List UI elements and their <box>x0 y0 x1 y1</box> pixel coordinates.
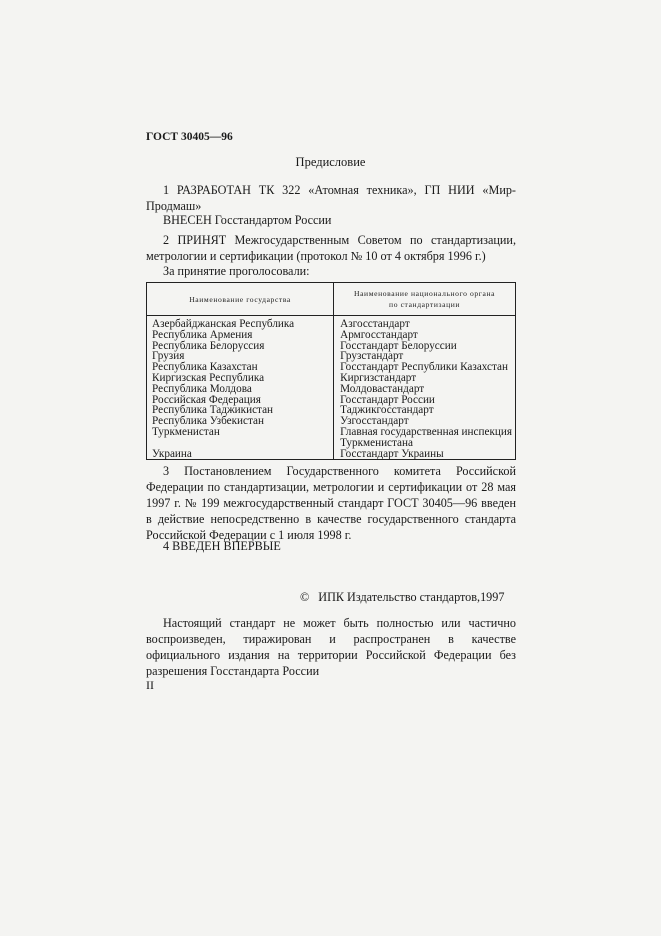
table-row <box>147 427 516 438</box>
cell-standards-body: Молдовастандарт <box>334 384 516 395</box>
cell-standards-body: Азгосстандарт <box>334 316 516 330</box>
table-row <box>147 449 516 460</box>
voting-states-table <box>146 282 516 460</box>
cell-state-name: Республика Белоруссия <box>147 341 334 352</box>
paragraph-adopted-by: 2 ПРИНЯТ Межгосударственным Советом по стандартизации, метрологии и сертификации (протокол № 10 от 4 октября 1996 г.) <box>146 233 516 263</box>
paragraph-introduced-by: ВНЕСЕН Госстандартом России <box>163 213 332 227</box>
paragraph-reproduction-notice: Настоящий стандарт не может быть полностью или частично воспроизведен, тиражирован и распространен в качестве официального издания на территории Российской Федерации без разрешения Госстандарта России <box>146 616 516 678</box>
cell-state-name: Азербайджанская Республика <box>147 316 334 330</box>
cell-standards-body: Туркменистана <box>334 438 516 449</box>
cell-state-name: Украина <box>147 449 334 460</box>
header-standards-body <box>334 283 516 316</box>
cell-standards-body: Госстандарт Республики Казахстан <box>334 362 516 373</box>
cell-state-name <box>147 438 334 449</box>
paragraph-first-introduced: 4 ВВЕДЕН ВПЕРВЫЕ <box>163 539 281 553</box>
paragraph-voted-for: За принятие проголосовали: <box>163 264 310 278</box>
cell-standards-body: Госстандарт Белоруссии <box>334 341 516 352</box>
cell-state-name: Грузия <box>147 351 334 362</box>
cell-standards-body: Армгосстандарт <box>334 330 516 341</box>
cell-standards-body: Таджикгосстандарт <box>334 405 516 416</box>
cell-state-name: Республика Казахстан <box>147 362 334 373</box>
table-row <box>147 438 516 449</box>
cell-standards-body: Грузстандарт <box>334 351 516 362</box>
copyright-icon: © <box>300 590 310 604</box>
cell-state-name: Киргизская Республика <box>147 373 334 384</box>
copyright-line <box>300 590 504 605</box>
cell-state-name: Туркменистан <box>147 427 334 438</box>
cell-standards-body: Киргизстандарт <box>334 373 516 384</box>
document-code: ГОСТ 30405—96 <box>146 131 233 143</box>
section-heading: Предисловие <box>295 155 366 169</box>
cell-state-name: Республика Узбекистан <box>147 416 334 427</box>
cell-standards-body: Узгосстандарт <box>334 416 516 427</box>
page-number: II <box>146 678 154 692</box>
cell-state-name: Российская Федерация <box>147 395 334 406</box>
paragraph-resolution: 3 Постановлением Государственного комитета Российской Федерации по стандартизации, метрологии и сертификации от 28 мая 1997 г. № 199 межгосударственный стандарт ГОСТ 30405—96 введен в действие непосредственно в качестве государственного стандарта Российской Федерации с 1 июля 1998 г. <box>146 464 516 542</box>
cell-standards-body: Главная государственная инспекция <box>334 427 516 438</box>
copyright-text: ИПК Издательство стандартов,1997 <box>318 590 505 604</box>
cell-state-name: Республика Таджикистан <box>147 405 334 416</box>
header-standards-body-line2: по стандартизации <box>389 300 461 309</box>
table-row <box>147 316 516 330</box>
header-state-name: Наименование государства <box>147 283 334 316</box>
paragraph-developed-by: 1 РАЗРАБОТАН ТК 322 «Атомная техника», ГП НИИ «Мир-Продмаш» <box>146 183 516 213</box>
table-header-row <box>147 283 516 316</box>
cell-state-name: Республика Армения <box>147 330 334 341</box>
table-row <box>147 330 516 341</box>
table-body <box>147 316 516 460</box>
cell-standards-body: Госстандарт России <box>334 395 516 406</box>
cell-standards-body: Госстандарт Украины <box>334 449 516 460</box>
cell-state-name: Республика Молдова <box>147 384 334 395</box>
table-row <box>147 384 516 395</box>
table-row <box>147 341 516 352</box>
header-standards-body-line1: Наименование национального органа <box>354 289 496 298</box>
